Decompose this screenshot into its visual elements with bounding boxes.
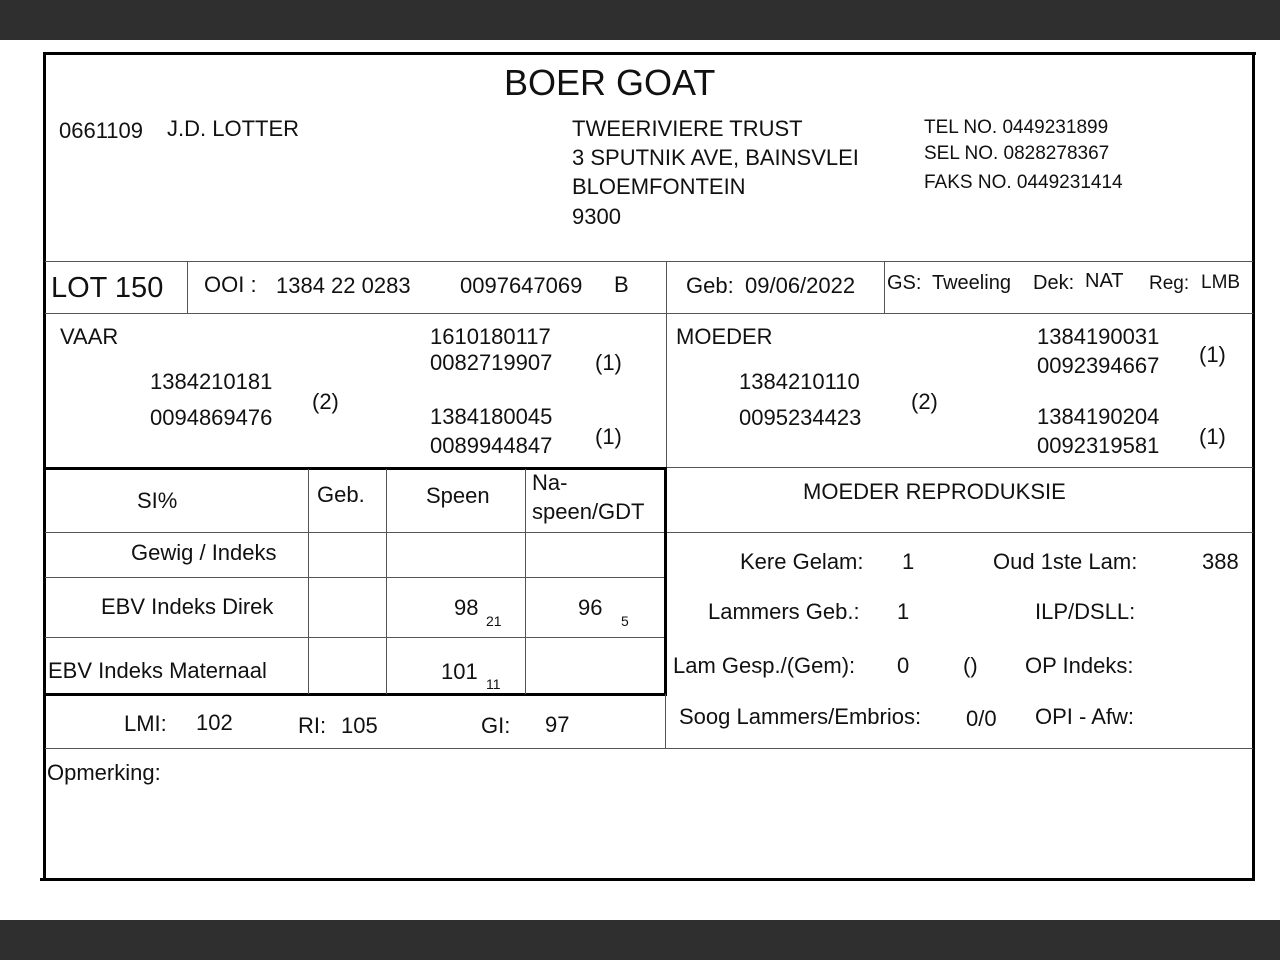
si-row-direk-speen: 98 xyxy=(454,595,479,620)
lmi-value: 102 xyxy=(196,710,233,735)
dek-value: NAT xyxy=(1085,270,1124,292)
line-header-bottom xyxy=(45,261,1253,262)
address-line-2: 3 SPUTNIK AVE, BAINSVLEI xyxy=(572,145,859,170)
line-pedigree-mid xyxy=(666,313,667,468)
geb-label: Geb: xyxy=(686,273,734,298)
vaar-parent2-b: 0089944847 xyxy=(430,433,553,458)
moeder-id1: 1384210110 xyxy=(739,369,860,394)
line-geb-right xyxy=(884,261,885,313)
moeder-mark: (2) xyxy=(911,389,938,414)
si-header-naspeen-1: Na- xyxy=(532,470,568,495)
vaar-id2: 0094869476 xyxy=(150,405,273,430)
ooi-label: OOI : xyxy=(204,272,257,297)
ooi-id2: 0097647069 xyxy=(460,273,583,298)
vaar-id1: 1384210181 xyxy=(150,369,273,394)
geb-date: 09/06/2022 xyxy=(745,273,856,298)
si-row-direk-label: EBV Indeks Direk xyxy=(101,594,274,619)
vaar-parent2-mark: (1) xyxy=(595,424,622,449)
moeder-parent1-a: 1384190031 xyxy=(1037,324,1160,349)
vaar-label: VAAR xyxy=(60,324,119,349)
si-row-direk-speen-sub: 21 xyxy=(486,613,502,629)
line-si-row1 xyxy=(45,577,666,578)
moeder-label: MOEDER xyxy=(676,324,773,349)
gi-label: GI: xyxy=(481,713,511,738)
line-pedigree-bottom-right xyxy=(666,467,1253,468)
kere-label: Kere Gelam: xyxy=(740,549,864,574)
op-label: OP Indeks: xyxy=(1025,653,1134,678)
si-row-direk-naspeen: 96 xyxy=(578,595,603,620)
ri-label: RI: xyxy=(298,713,327,738)
page-title: BOER GOAT xyxy=(504,62,716,103)
moeder-parent2-b: 0092319581 xyxy=(1037,433,1160,458)
si-row-maternaal-speen: 101 xyxy=(441,659,478,684)
reg-label: Reg: xyxy=(1149,273,1190,294)
owner-name: J.D. LOTTER xyxy=(167,116,300,141)
moeder-id2: 0095234423 xyxy=(739,405,862,430)
oud-value: 388 xyxy=(1202,549,1239,574)
line-si-c3 xyxy=(525,469,526,694)
gesp-label: Lam Gesp./(Gem): xyxy=(673,653,856,678)
owner-code: 0661109 xyxy=(59,118,144,143)
soog-value: 0/0 xyxy=(966,706,997,731)
si-header-geb: Geb. xyxy=(317,482,365,507)
si-header-naspeen-2: speen/GDT xyxy=(532,499,645,524)
contact-sel: SEL NO. 0828278367 xyxy=(924,143,1110,164)
line-ooi-right xyxy=(666,261,667,313)
opi-label: OPI - Afw: xyxy=(1035,704,1135,729)
moeder-parent1-b: 0092394667 xyxy=(1037,353,1160,378)
address-line-3: BLOEMFONTEIN xyxy=(572,174,746,199)
contact-tel: TEL NO. 0449231899 xyxy=(924,117,1109,138)
line-si-c1 xyxy=(308,469,309,694)
frame-bottom xyxy=(40,878,1252,881)
top-bar xyxy=(0,0,1280,40)
gs-value: Tweeling xyxy=(932,272,1011,294)
ri-value: 105 xyxy=(341,713,378,738)
si-row-maternaal-label: EBV Indeks Maternaal xyxy=(48,658,267,683)
address-line-4: 9300 xyxy=(572,204,621,229)
si-header-speen: Speen xyxy=(426,483,490,508)
vaar-mark: (2) xyxy=(312,389,339,414)
kere-value: 1 xyxy=(902,549,915,574)
line-si-row2 xyxy=(45,637,666,638)
si-row-gewig-label: Gewig / Indeks xyxy=(131,540,277,565)
reproduksie-title: MOEDER REPRODUKSIE xyxy=(803,479,1066,504)
line-si-c2 xyxy=(386,469,387,694)
moeder-parent1-mark: (1) xyxy=(1199,342,1226,367)
lammers-label: Lammers Geb.: xyxy=(708,599,860,624)
line-si-bottom xyxy=(45,693,666,696)
vaar-parent1-b: 0082719907 xyxy=(430,350,553,375)
oud-label: Oud 1ste Lam: xyxy=(993,549,1138,574)
si-row-direk-naspeen-sub: 5 xyxy=(621,613,629,629)
line-indices-bottom xyxy=(45,748,1253,749)
ooi-id1: 1384 22 0283 xyxy=(276,273,411,298)
ilp-label: ILP/DSLL: xyxy=(1035,599,1136,624)
line-si-right xyxy=(664,467,667,696)
contact-faks: FAKS NO. 0449231414 xyxy=(924,172,1123,193)
address-line-1: TWEERIVIERE TRUST xyxy=(572,116,803,141)
ooi-grade: B xyxy=(614,272,629,297)
opmerking-label: Opmerking: xyxy=(47,760,161,785)
moeder-parent2-a: 1384190204 xyxy=(1037,404,1160,429)
lmi-label: LMI: xyxy=(124,711,167,736)
dek-label: Dek: xyxy=(1033,272,1075,294)
line-lot-right xyxy=(187,261,188,313)
moeder-parent2-mark: (1) xyxy=(1199,424,1226,449)
vaar-parent1-mark: (1) xyxy=(595,350,622,375)
vaar-parent1-a: 1610180117 xyxy=(430,324,551,349)
line-indices-right xyxy=(665,694,666,748)
bottom-bar xyxy=(0,920,1280,960)
gi-value: 97 xyxy=(545,712,570,737)
si-header-si: SI% xyxy=(137,488,178,513)
reg-value: LMB xyxy=(1201,272,1241,293)
gs-label: GS: xyxy=(887,272,922,294)
line-lot-bottom xyxy=(45,313,1253,314)
line-si-top xyxy=(45,467,666,470)
line-si-header xyxy=(45,532,1253,533)
gesp-value: 0 xyxy=(897,653,910,678)
lot-label: LOT 150 xyxy=(51,272,164,304)
soog-label: Soog Lammers/Embrios: xyxy=(679,704,922,729)
frame-top xyxy=(43,52,1256,55)
vaar-parent2-a: 1384180045 xyxy=(430,404,553,429)
lammers-value: 1 xyxy=(897,599,910,624)
si-row-maternaal-speen-sub: 11 xyxy=(486,676,501,692)
gem-value: () xyxy=(963,653,978,678)
